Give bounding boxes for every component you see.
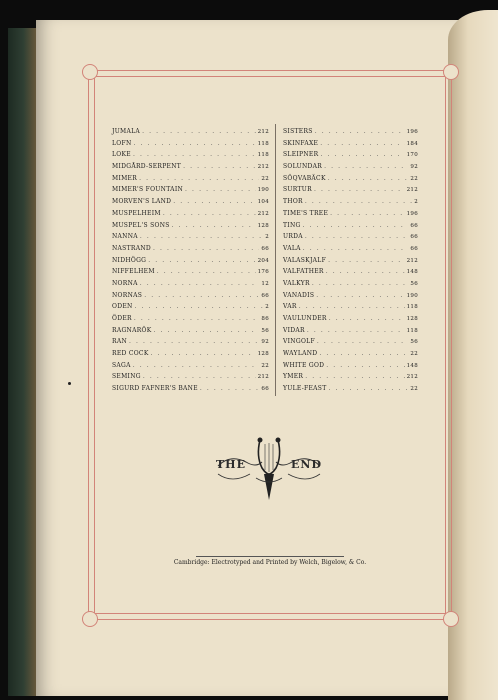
dot-leader bbox=[173, 196, 255, 208]
index-entry bbox=[112, 313, 269, 325]
dot-leader bbox=[329, 313, 405, 325]
index-page-number: 190 bbox=[257, 187, 269, 194]
index-term: SLEIPNER bbox=[283, 151, 319, 159]
index-column-right bbox=[283, 126, 418, 395]
the-end-emblem bbox=[216, 434, 322, 504]
index-term: VALA bbox=[283, 244, 301, 252]
index-entry bbox=[112, 301, 269, 313]
index-entry bbox=[112, 208, 269, 220]
index-entry bbox=[283, 301, 418, 313]
index-term: NORNAS bbox=[112, 291, 143, 299]
dot-leader bbox=[307, 325, 405, 337]
dot-leader bbox=[133, 149, 256, 161]
index-page-number: 22 bbox=[410, 175, 418, 182]
dot-leader bbox=[129, 336, 259, 348]
index-entry bbox=[283, 173, 418, 185]
dot-leader bbox=[154, 325, 260, 337]
index-page-number: 56 bbox=[261, 327, 269, 334]
index-entry bbox=[283, 278, 418, 290]
index-entry bbox=[283, 208, 418, 220]
index-entry bbox=[112, 184, 269, 196]
index-page-number: 212 bbox=[257, 374, 269, 381]
frame-corner-ornament bbox=[82, 64, 98, 80]
column-divider bbox=[275, 124, 276, 396]
index-term: JUMALA bbox=[112, 128, 141, 135]
index-entry bbox=[112, 348, 269, 360]
index-page-number: 118 bbox=[257, 140, 269, 147]
frame-corner-ornament bbox=[443, 611, 459, 627]
index-entry bbox=[283, 383, 418, 395]
index-page-number: 2 bbox=[265, 234, 269, 241]
index-term: ODEN bbox=[112, 303, 133, 311]
dot-leader bbox=[134, 138, 256, 150]
index-page-number: 212 bbox=[406, 257, 418, 264]
index-page-number: 66 bbox=[410, 245, 418, 252]
index-page-number: 56 bbox=[410, 280, 418, 287]
index-entry bbox=[283, 266, 418, 278]
index-term: SISTERS bbox=[283, 128, 313, 135]
index-page-number: 118 bbox=[406, 327, 418, 334]
index-term: VALKYR bbox=[283, 279, 310, 287]
index-entry bbox=[112, 196, 269, 208]
index-entry bbox=[112, 220, 269, 232]
index-page-number: 196 bbox=[406, 210, 418, 217]
dot-leader bbox=[172, 220, 256, 232]
index-page-number: 92 bbox=[261, 339, 269, 346]
index-page-number: 66 bbox=[410, 222, 418, 229]
index-term: THOR bbox=[283, 198, 303, 206]
index-term: RAGNARÖK bbox=[112, 326, 152, 334]
dot-leader bbox=[143, 371, 256, 383]
index-term: NASTRAND bbox=[112, 244, 152, 252]
emblem-word-the: THE bbox=[216, 458, 246, 471]
index-term: NIFFELHEM bbox=[112, 268, 155, 276]
index-term: SKINFAXE bbox=[283, 139, 319, 147]
dot-leader bbox=[151, 348, 256, 360]
index-page-number: 170 bbox=[406, 152, 418, 159]
dot-leader bbox=[317, 336, 408, 348]
index-page-number: 204 bbox=[257, 257, 269, 264]
dot-leader bbox=[328, 255, 405, 267]
index-term: VIDAR bbox=[283, 326, 305, 334]
index-term: VANADIS bbox=[283, 291, 315, 299]
emblem-word-end: END bbox=[291, 458, 322, 471]
dot-leader bbox=[139, 173, 259, 185]
dot-leader bbox=[134, 313, 260, 325]
index-page-number: 22 bbox=[410, 386, 418, 393]
index-page-number: 212 bbox=[257, 210, 269, 217]
index-term: NANNA bbox=[112, 233, 138, 241]
dot-leader bbox=[153, 243, 259, 255]
dot-leader bbox=[303, 220, 409, 232]
index-entry bbox=[112, 243, 269, 255]
index-entry bbox=[283, 149, 418, 161]
dot-leader bbox=[133, 360, 260, 372]
index-page-number: 66 bbox=[410, 234, 418, 241]
dot-leader bbox=[319, 348, 408, 360]
index-page-number: 128 bbox=[257, 222, 269, 229]
dot-leader bbox=[328, 173, 409, 185]
index-term: SIGURD FAFNER'S BANE bbox=[112, 385, 198, 393]
dot-leader bbox=[183, 161, 256, 173]
frame-corner-ornament bbox=[82, 611, 98, 627]
index-page-number: 212 bbox=[406, 374, 418, 381]
index-entry bbox=[112, 161, 269, 173]
dot-leader bbox=[326, 266, 405, 278]
index-term: TIME'S TREE bbox=[283, 209, 329, 217]
index-term: SOLUNDAR bbox=[283, 163, 323, 171]
index-term: MIDGÅRD-SERPENT bbox=[112, 163, 182, 171]
dot-leader bbox=[142, 126, 256, 138]
index-term: VALASKJALF bbox=[283, 256, 327, 264]
index-entry bbox=[283, 313, 418, 325]
colophon-rule bbox=[196, 556, 344, 557]
dot-leader bbox=[144, 290, 259, 302]
index-term: VAULUNDER bbox=[283, 315, 327, 322]
index-term: SÖQVABÄCK bbox=[283, 174, 326, 182]
index-term: MIMER'S FOUNTAIN bbox=[112, 186, 184, 194]
dot-leader bbox=[312, 278, 409, 290]
dot-leader bbox=[326, 360, 404, 372]
index-term: WAYLAND bbox=[283, 350, 318, 358]
index-entry bbox=[112, 231, 269, 243]
index-term: LOKE bbox=[112, 151, 131, 159]
index-page-number: 104 bbox=[257, 199, 269, 206]
index-entry bbox=[112, 266, 269, 278]
index-page-number: 2 bbox=[265, 304, 269, 311]
dot-leader bbox=[135, 301, 264, 313]
index-term: MUSPELHEIM bbox=[112, 209, 161, 217]
index-page-number: 22 bbox=[410, 351, 418, 358]
facing-page-edge bbox=[448, 10, 498, 700]
index-page-number: 190 bbox=[406, 292, 418, 299]
index-page-number: 212 bbox=[257, 164, 269, 171]
index-term: SAGA bbox=[112, 361, 131, 369]
index-entry bbox=[112, 336, 269, 348]
dot-leader bbox=[303, 243, 409, 255]
index-entry bbox=[112, 290, 269, 302]
dot-leader bbox=[320, 138, 404, 150]
index-page-number: 86 bbox=[261, 316, 269, 322]
index-page-number: 66 bbox=[261, 386, 269, 393]
index-page-number: 148 bbox=[406, 362, 418, 369]
index-page-number: 118 bbox=[257, 152, 269, 159]
index-page-number: 66 bbox=[261, 245, 269, 252]
index-entry bbox=[112, 325, 269, 337]
dot-leader bbox=[200, 383, 260, 395]
index-term: LOFN bbox=[112, 139, 132, 147]
index-entry bbox=[283, 231, 418, 243]
dot-leader bbox=[305, 371, 404, 383]
dot-leader bbox=[148, 255, 255, 267]
index-page-number: 92 bbox=[410, 164, 418, 171]
index-term: VALFATHER bbox=[283, 268, 324, 276]
dot-leader bbox=[305, 231, 408, 243]
index-page-number: 176 bbox=[257, 269, 269, 276]
index-page-number: 212 bbox=[257, 129, 269, 135]
index-term: RED COCK bbox=[112, 350, 149, 358]
index-entry bbox=[112, 360, 269, 372]
index-entry bbox=[283, 360, 418, 372]
index-term: MUSPEL'S SONS bbox=[112, 221, 170, 229]
index-entry bbox=[112, 383, 269, 395]
index-entry bbox=[112, 278, 269, 290]
index-page-number: 22 bbox=[261, 362, 269, 369]
index-term: URDA bbox=[283, 233, 303, 241]
index-term: SEMING bbox=[112, 373, 141, 381]
index-entry bbox=[283, 255, 418, 267]
index-term: ÖDER bbox=[112, 315, 132, 322]
dot-leader bbox=[329, 383, 409, 395]
dot-leader bbox=[163, 208, 256, 220]
index-term: NORNA bbox=[112, 279, 138, 287]
index-term: MIMER bbox=[112, 174, 138, 182]
dot-leader bbox=[314, 184, 405, 196]
dot-leader bbox=[140, 278, 260, 290]
index-page-number: 148 bbox=[406, 269, 418, 276]
index-term: WHITE GOD bbox=[283, 361, 325, 369]
index-entry bbox=[283, 161, 418, 173]
dot-leader bbox=[330, 208, 404, 220]
index-page-number: 66 bbox=[261, 292, 269, 299]
index-entry bbox=[283, 196, 418, 208]
index-term: YMER bbox=[283, 373, 304, 381]
index-page-number: 2 bbox=[414, 199, 418, 206]
colophon-text: Cambridge: Electrotyped and Printed by Welch, Bigelow, & Co. bbox=[173, 559, 367, 566]
index-page-number: 196 bbox=[406, 129, 418, 135]
index-term: NIDHÖGG bbox=[112, 256, 147, 264]
index-entry bbox=[283, 371, 418, 383]
index-term: TING bbox=[283, 221, 301, 229]
index-entry bbox=[112, 126, 269, 138]
index-page-number: 128 bbox=[406, 316, 418, 322]
index-term: VAR bbox=[283, 303, 297, 311]
index-entry bbox=[283, 184, 418, 196]
dot-leader bbox=[157, 266, 256, 278]
dot-leader bbox=[299, 301, 405, 313]
index-page-number: 212 bbox=[406, 187, 418, 194]
index-page-number: 128 bbox=[257, 351, 269, 358]
index-page-number: 118 bbox=[406, 304, 418, 311]
index-entry bbox=[283, 138, 418, 150]
index-term: MORVEN'S LAND bbox=[112, 198, 172, 206]
index-entry bbox=[112, 255, 269, 267]
index-term: RAN bbox=[112, 338, 128, 346]
dot-leader bbox=[185, 184, 256, 196]
index-entry bbox=[112, 371, 269, 383]
dot-leader bbox=[305, 196, 412, 208]
index-column-left bbox=[112, 126, 269, 395]
index-entry bbox=[283, 126, 418, 138]
index-page-number: 184 bbox=[406, 140, 418, 147]
index-entry bbox=[112, 138, 269, 150]
index-entry bbox=[283, 243, 418, 255]
index-entry bbox=[283, 220, 418, 232]
index-entry bbox=[283, 290, 418, 302]
index-page-number: 12 bbox=[261, 280, 269, 287]
index-entry bbox=[112, 149, 269, 161]
dot-leader bbox=[316, 290, 404, 302]
index-term: YULE-FEAST bbox=[283, 385, 327, 393]
frame-corner-ornament bbox=[443, 64, 459, 80]
dot-leader bbox=[324, 161, 408, 173]
index-entry bbox=[283, 336, 418, 348]
index-term: SURTUR bbox=[283, 186, 312, 194]
dot-leader bbox=[320, 149, 404, 161]
dot-leader bbox=[315, 126, 405, 138]
index-entry bbox=[112, 173, 269, 185]
index-entry bbox=[283, 348, 418, 360]
index-page-number: 56 bbox=[410, 339, 418, 346]
index-page-number: 22 bbox=[261, 175, 269, 182]
paper-speck bbox=[68, 382, 71, 385]
dot-leader bbox=[140, 231, 263, 243]
index-entry bbox=[283, 325, 418, 337]
index-term: VINGOLF bbox=[283, 338, 315, 346]
